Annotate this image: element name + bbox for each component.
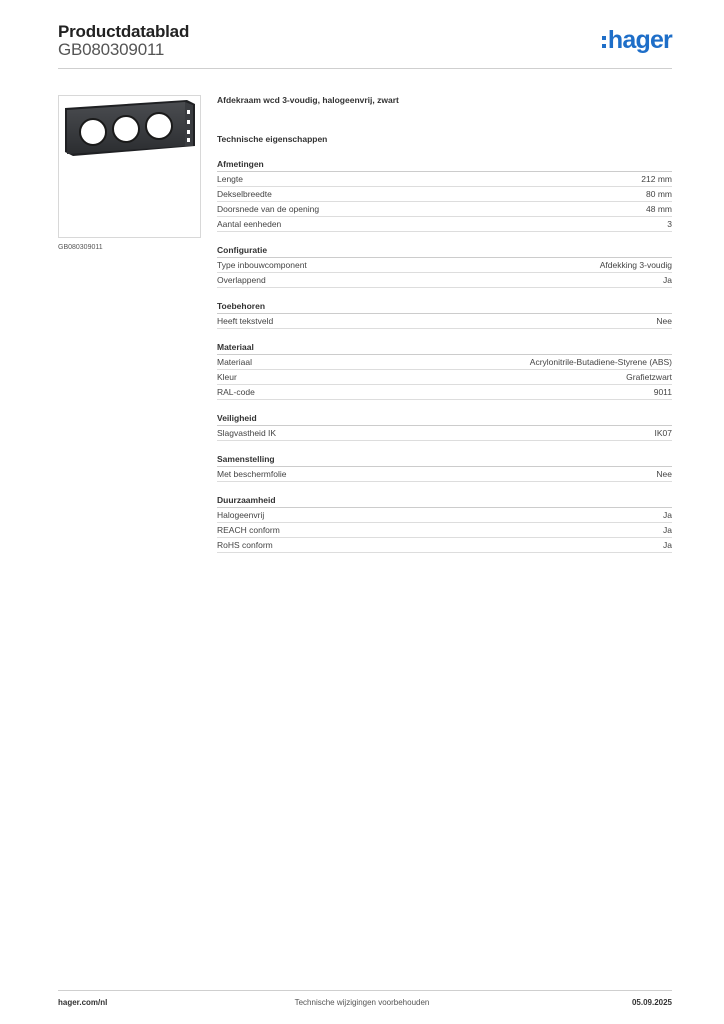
- spec-row: [217, 538, 672, 553]
- footer-date: 05.09.2025: [631, 998, 672, 1007]
- spec-section: [217, 412, 672, 441]
- spec-row: [217, 523, 672, 538]
- spec-value: 9011: [653, 387, 672, 397]
- spec-value: Ja: [663, 275, 672, 285]
- spec-sections: [217, 158, 672, 553]
- product-code: GB080309011: [58, 40, 165, 59]
- spec-label: Materiaal: [217, 357, 252, 367]
- spec-label: RAL-code: [217, 387, 255, 397]
- spec-row: [217, 426, 672, 441]
- spec-value: Afdekking 3-voudig: [599, 260, 672, 270]
- tech-properties-heading: Technische eigenschappen: [217, 134, 328, 144]
- spec-value: Grafietzwart: [626, 372, 672, 382]
- spec-label: Doorsnede van de opening: [217, 204, 320, 214]
- section-title: Afmetingen: [217, 158, 672, 172]
- spec-row: [217, 217, 672, 232]
- spec-row: [217, 508, 672, 523]
- spec-row: [217, 314, 672, 329]
- spec-label: Overlappend: [217, 275, 266, 285]
- spec-section: [217, 158, 672, 232]
- section-title: Materiaal: [217, 341, 672, 355]
- spec-label: Met beschermfolie: [217, 469, 287, 479]
- spec-row: [217, 187, 672, 202]
- section-title: Configuratie: [217, 244, 672, 258]
- spec-label: REACH conform: [217, 525, 280, 535]
- spec-row: [217, 385, 672, 400]
- spec-label: Halogeenvrij: [217, 510, 265, 520]
- spec-row: [217, 258, 672, 273]
- spec-row: [217, 172, 672, 187]
- footer-website-link[interactable]: hager.com/nl: [58, 998, 108, 1007]
- spec-section: [217, 494, 672, 553]
- product-title: Afdekraam wcd 3-voudig, halogeenvrij, zwart: [217, 95, 399, 105]
- spec-label: Type inbouwcomponent: [217, 260, 307, 270]
- cover-plate-image: [59, 96, 200, 237]
- section-title: Veiligheid: [217, 412, 672, 426]
- spec-value: 3: [667, 219, 672, 229]
- image-caption: GB080309011: [58, 244, 103, 251]
- spec-section: [217, 453, 672, 482]
- spec-label: Dekselbreedte: [217, 189, 272, 199]
- spec-row: [217, 370, 672, 385]
- section-title: Samenstelling: [217, 453, 672, 467]
- spec-label: RoHS conform: [217, 540, 273, 550]
- spec-row: [217, 467, 672, 482]
- logo-dots-icon: [602, 36, 606, 48]
- spec-section: [217, 341, 672, 400]
- product-image: [58, 95, 201, 238]
- spec-value: Acrylonitrile-Butadiene-Styrene (ABS): [529, 357, 672, 367]
- spec-label: Kleur: [217, 372, 237, 382]
- header-divider: [58, 68, 672, 69]
- spec-row: [217, 273, 672, 288]
- spec-value: 48 mm: [646, 204, 672, 214]
- footer-disclaimer: Technische wijzigingen voorbehouden: [294, 998, 430, 1007]
- spec-label: Slagvastheid IK: [217, 428, 277, 438]
- page-title: Productdatablad: [58, 22, 190, 41]
- product-details: [217, 93, 672, 553]
- spec-value: Nee: [656, 316, 672, 326]
- spec-label: Heeft tekstveld: [217, 316, 274, 326]
- spec-value: Nee: [656, 469, 672, 479]
- section-title: Toebehoren: [217, 300, 672, 314]
- spec-label: Aantal eenheden: [217, 219, 282, 229]
- spec-value: IK07: [654, 428, 672, 438]
- spec-section: [217, 244, 672, 288]
- hager-logo: [602, 26, 672, 55]
- spec-row: [217, 355, 672, 370]
- spec-value: Ja: [663, 525, 672, 535]
- spec-row: [217, 202, 672, 217]
- spec-value: Ja: [663, 540, 672, 550]
- spec-label: Lengte: [217, 174, 243, 184]
- footer-divider: [58, 990, 672, 991]
- section-title: Duurzaamheid: [217, 494, 672, 508]
- spec-value: Ja: [663, 510, 672, 520]
- spec-section: [217, 300, 672, 329]
- logo-text: hager: [607, 26, 672, 54]
- spec-value: 80 mm: [646, 189, 672, 199]
- spec-value: 212 mm: [641, 174, 672, 184]
